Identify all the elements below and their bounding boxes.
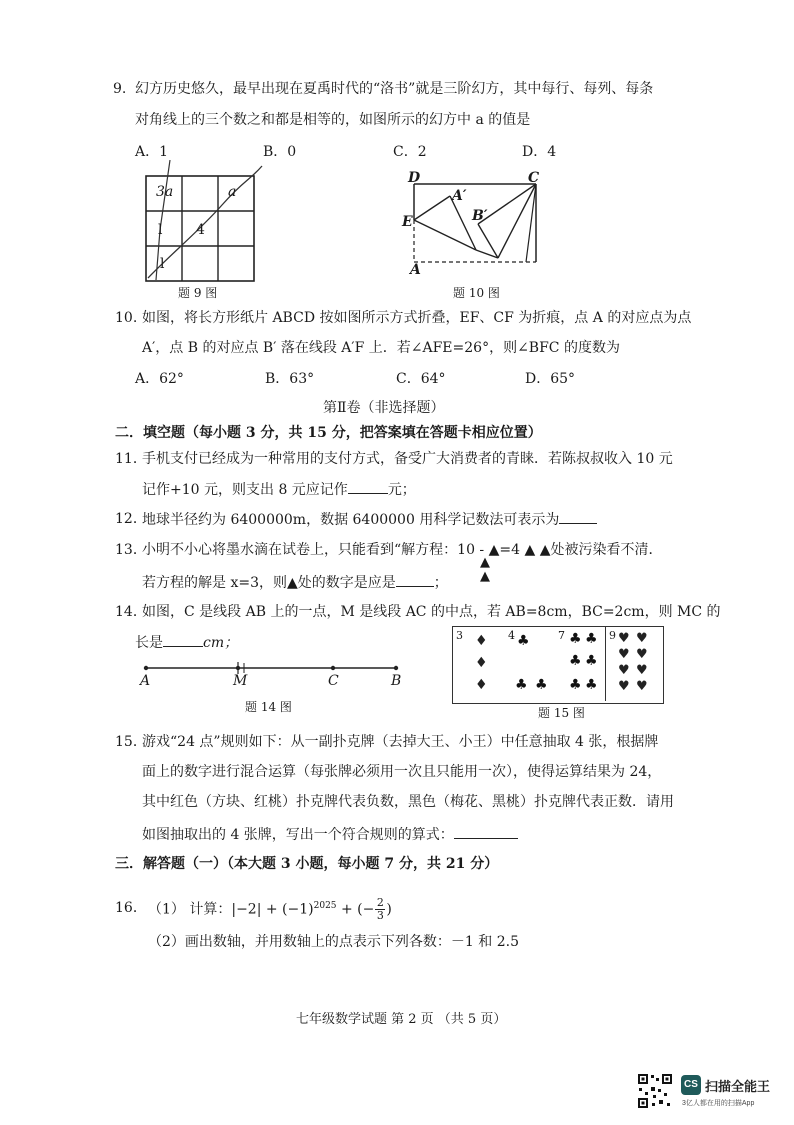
figure-10-caption: 题 10 图 — [453, 286, 500, 300]
club-suit-icon: ♣ — [585, 631, 598, 647]
fig10-label-e: E — [402, 214, 413, 230]
q13-line2 — [142, 572, 448, 593]
q15-number: 15． — [115, 734, 147, 750]
q9-option-c: C．2 — [393, 144, 427, 160]
club-suit-icon: ♣ — [517, 633, 530, 649]
q13-line1-rest: ▲处被污染看不清． — [539, 542, 663, 558]
club-suit-icon: ♣ — [569, 631, 582, 647]
ink-blot-icon: ▲ — [488, 542, 500, 558]
card-9-hearts — [605, 627, 662, 701]
q9-line1: 幻方历史悠久，最早出现在夏禹时代的“洛书”就是三阶幻方，其中每行、每列、每条 — [135, 81, 654, 97]
q13-line2-text: 若方程的解是 x=3，则▲处的数字是应是 — [142, 575, 396, 591]
card-rank: 7 — [558, 629, 565, 642]
figure-15-caption: 题 15 图 — [538, 706, 585, 720]
heart-suit-icon: ♥ — [636, 679, 648, 694]
q16-expr-c: ) — [386, 901, 392, 918]
q10-option-d: D．65° — [525, 371, 576, 387]
grid-cell-3a: 3a — [156, 184, 174, 200]
q11-line2-text: 记作+10 元，则支出 8 元应记作 — [142, 482, 348, 498]
club-suit-icon: ♣ — [535, 677, 548, 693]
q16-part1 — [148, 896, 392, 922]
q16-frac-den: 3 — [376, 909, 384, 923]
diamond-suit-icon: ♦ — [475, 655, 488, 671]
q9-option-b: B．0 — [263, 144, 297, 160]
q10-line2: A′，点 B 的对应点 B′ 落在线段 A′F 上．若∠AFE=26°，则∠BFC 的度数为 — [142, 340, 620, 356]
q13-line1-text: 小明不小心将墨水滴在试卷上，只能看到“解方程：10 - — [142, 542, 489, 558]
grid-cell-4: 4 — [196, 222, 205, 238]
q16-part1-label: （1） 计算： — [148, 901, 232, 918]
q16-fraction — [375, 897, 385, 922]
q15-line3: 其中红色（方块、红桃）扑克牌代表负数，黑色（梅花、黑桃）扑克牌代表正数．请用 — [142, 794, 674, 810]
q16-number: 16． — [115, 900, 147, 916]
qr-code-icon — [637, 1073, 673, 1109]
grid-cell-mark-2: l — [160, 256, 165, 272]
q10-option-a: A．62° — [135, 371, 184, 387]
watermark-title: 扫描全能王 — [705, 1079, 771, 1094]
figure-10-folded-rectangle — [398, 166, 548, 281]
q11-answer-blank[interactable] — [348, 479, 388, 494]
fig10-label-b-prime: B′ — [472, 208, 488, 224]
q15-line4-text: 如图抽取出的 4 张牌，写出一个符合规则的算式： — [142, 827, 454, 843]
ink-blot-icon: ▲ ▲ — [480, 555, 490, 584]
card-4-clubs — [505, 627, 553, 701]
heart-suit-icon: ♥ — [636, 663, 648, 678]
q11-line2-suffix: 元； — [387, 482, 416, 498]
q14-line2-text: 长是 — [135, 635, 163, 651]
fig14-point-m: M — [233, 673, 248, 689]
q11-line2 — [142, 479, 416, 500]
club-suit-icon: ♣ — [569, 677, 582, 693]
q15-line1: 游戏“24 点”规则如下：从一副扑克牌（去掉大王、小王）中任意抽取 4 张，根据牌 — [142, 734, 659, 750]
fig14-point-b: B — [391, 673, 402, 689]
q16-expr-b: + (− — [336, 901, 375, 918]
club-suit-icon: ♣ — [585, 653, 598, 669]
q11-number: 11． — [115, 451, 147, 467]
part-2-heading: 二．填空题（每小题 3 分，共 15 分，把答案填在答题卡相应位置） — [115, 425, 542, 441]
card-3-diamonds — [453, 627, 497, 701]
card-rank: 4 — [508, 629, 515, 642]
q14-unit: cm； — [203, 635, 239, 651]
club-suit-icon: ♣ — [569, 653, 582, 669]
q9-option-a: A．1 — [135, 144, 169, 160]
q9-line2: 对角线上的三个数之和都是相等的，如图所示的幻方中 a 的值是 — [135, 112, 531, 128]
heart-suit-icon: ♥ — [618, 679, 630, 694]
heart-suit-icon: ♥ — [618, 647, 630, 662]
q13-answer-blank[interactable] — [396, 572, 434, 587]
q9-number: 9. — [113, 81, 127, 97]
q15-line4 — [142, 824, 518, 845]
figure-15-cards — [452, 626, 664, 704]
q16-exponent: 2025 — [313, 901, 337, 911]
q15-line2: 面上的数字进行混合运算（每张牌必须用一次且只能用一次），使得运算结果为 24， — [142, 764, 662, 780]
q10-option-b: B．63° — [265, 371, 315, 387]
heart-suit-icon: ♥ — [618, 631, 630, 646]
q14-number: 14． — [115, 604, 147, 620]
q16-frac-num: 2 — [376, 896, 384, 910]
q10-line1: 如图，将长方形纸片 ABCD 按如图所示方式折叠，EF、CF 为折痕，点 A 的对应点为点 — [142, 310, 692, 326]
q12-number: 12． — [115, 511, 147, 527]
q13-equals: =4 — [499, 542, 521, 558]
q12-line — [142, 509, 597, 530]
card-7-clubs — [555, 627, 603, 701]
q14-answer-blank[interactable] — [163, 632, 203, 647]
q15-answer-blank[interactable] — [454, 824, 518, 839]
q14-line2 — [135, 632, 238, 653]
fig10-label-a-prime: A′ — [452, 188, 467, 204]
fig10-label-d: D — [408, 170, 421, 186]
q16-expr-a: |−2| + (−1) — [231, 901, 314, 918]
q12-answer-blank[interactable] — [559, 509, 597, 524]
q16-part2: （2）画出数轴，并用数轴上的点表示下列各数：－1 和 2.5 — [148, 934, 519, 950]
figure-9-caption: 题 9 图 — [178, 286, 218, 300]
ink-blot-icon: ▲ — [520, 542, 540, 558]
q10-number: 10. — [115, 310, 138, 326]
fig10-label-c: C — [528, 170, 540, 186]
q9-option-d: D．4 — [522, 144, 557, 160]
q10-option-c: C．64° — [396, 371, 446, 387]
q12-text: 地球半径约为 6400000m，数据 6400000 用科学记数法可表示为 — [142, 512, 560, 528]
part-3-heading: 三．解答题（一）（本大题 3 小题，每小题 7 分，共 21 分） — [115, 856, 499, 872]
q13-number: 13． — [115, 542, 147, 558]
fig14-point-c: C — [328, 673, 339, 689]
section-2-title: 第Ⅱ卷（非选择题） — [323, 400, 445, 416]
figure-14-caption: 题 14 图 — [245, 700, 292, 714]
card-rank: 3 — [456, 629, 463, 642]
q13-line2-suffix: ； — [433, 575, 448, 591]
fig10-label-a: A — [410, 262, 421, 278]
card-rank: 9 — [609, 629, 616, 642]
watermark-subtitle: 3亿人都在用的扫描App — [682, 1100, 755, 1107]
diamond-suit-icon: ♦ — [475, 633, 488, 649]
club-suit-icon: ♣ — [585, 677, 598, 693]
q13-line1 — [142, 540, 662, 560]
diamond-suit-icon: ♦ — [475, 677, 488, 693]
fig14-point-a: A — [140, 673, 151, 689]
page-footer: 七年级数学试题 第 2 页 （共 5 页） — [296, 1012, 507, 1027]
figure-14-segment — [140, 658, 410, 692]
q11-line1: 手机支付已经成为一种常用的支付方式，备受广大消费者的青睐．若陈叔叔收入 10 元 — [142, 451, 673, 467]
figure-9-magic-square — [140, 160, 270, 290]
grid-cell-a: a — [228, 184, 237, 200]
q14-line1: 如图，C 是线段 AB 上的一点，M 是线段 AC 的中点，若 AB=8cm，BC=2cm，则 MC 的 — [142, 604, 721, 620]
club-suit-icon: ♣ — [515, 677, 528, 693]
heart-suit-icon: ♥ — [636, 631, 648, 646]
grid-cell-mark-1: l — [158, 222, 163, 238]
heart-suit-icon: ♥ — [618, 663, 630, 678]
camscanner-logo-icon: CS — [681, 1075, 701, 1095]
heart-suit-icon: ♥ — [636, 647, 648, 662]
